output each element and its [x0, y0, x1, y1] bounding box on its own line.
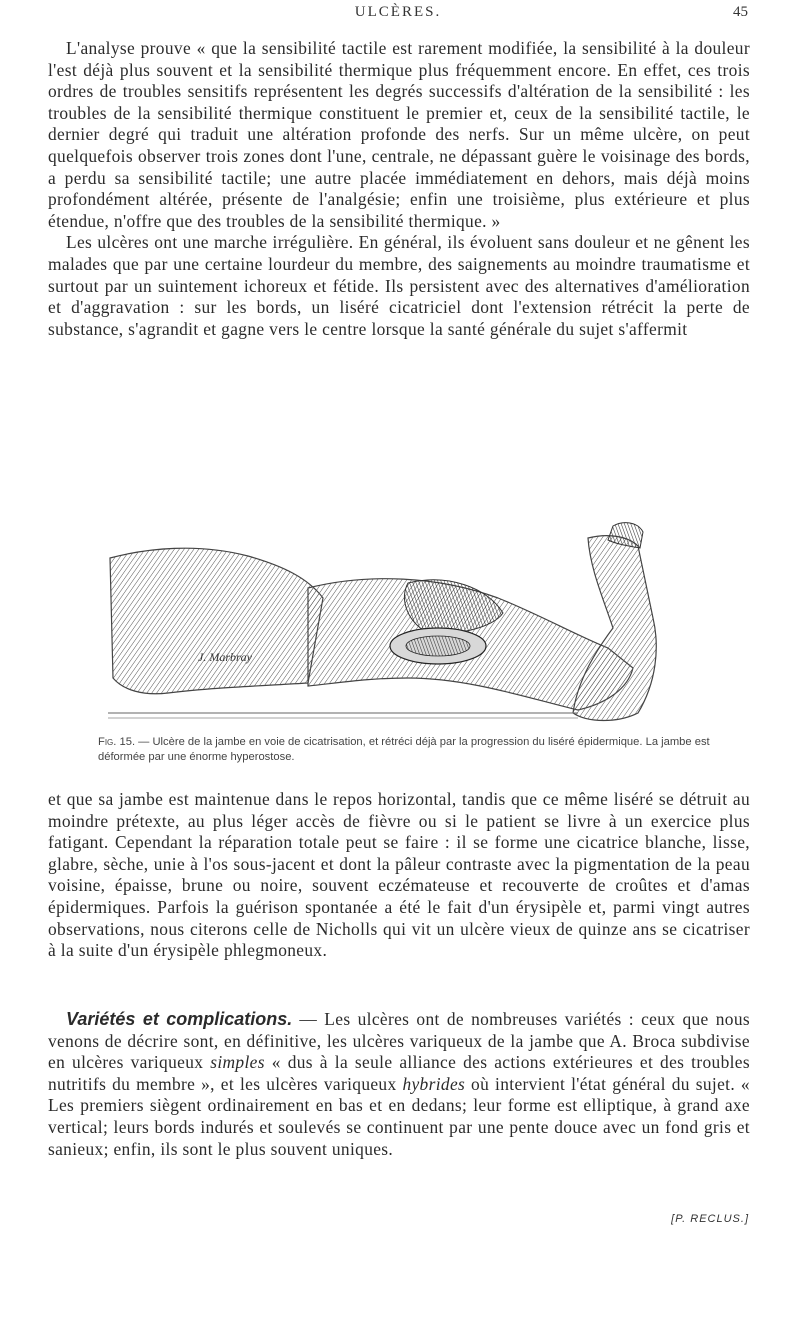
section-paragraph — [48, 1009, 750, 1160]
section-text: où intervient l'état général du sujet. « Les premiers siègent ordinairement en bas et en dedans; leur forme est elliptique, à grand axe vertical; leurs bords indurés et soulevés se continuent par une pente douce avec un fond gris et sanieux; enfin, ils sont le plus souvent uniques. — [48, 1073, 750, 1159]
figure-label: Fig. 15. — [98, 736, 136, 748]
text-block-top — [48, 38, 750, 340]
text-block-middle — [48, 789, 750, 962]
leg-illustration — [108, 518, 668, 730]
figure-caption-text: — Ulcère de la jambe en voie de cicatrisation, et rétréci déjà par la progression du liséré épidermique. La jambe est déformée par une énorme hyperostose. — [98, 736, 710, 763]
author-signature: [P. RECLUS.] — [671, 1213, 749, 1225]
text-block-section — [48, 1009, 750, 1160]
figure-caption — [98, 735, 710, 764]
section-text: « dus à la seule alliance des actions extérieures et des troubles nutritifs du membre », et les ulcères variqueux — [48, 1052, 750, 1094]
leg-engraving — [108, 518, 668, 730]
paragraph: et que sa jambe est maintenue dans le repos horizontal, tandis que ce même liséré se détruit au moindre prétexte, au plus léger accès de fièvre ou si le patient se livre à un exercice plus fatigant. Cependant la réparation totale peut se faire : il se forme une cicatrice blanche, lisse, glabre, sèche, unie à l'os sous-jacent et dont la pâleur contraste avec la pigmentation de la peau voisine, épaisse, brune ou noire, souvent eczémateuse et recouverte de croûtes et d'amas épidermiques. Parfois la guérison spontanée a été le fait d'un érysipèle et, parmi vingt autres observations, nous citerons celle de Nicholls qui vit un ulcère vieux de quinze ans se cicatriser à la suite d'un érysipèle phlegmoneux. — [48, 789, 750, 961]
paragraph: L'analyse prouve « que la sensibilité tactile est rarement modifiée, la sensibilité à la douleur l'est déjà plus souvent et la sensibilité thermique plus fréquemment encore. En effet, ces trois ordres de troubles sensitifs représentent les degrés successifs d'altération de la sensibilité : les troubles de la sensibilité thermique constituent le premier et, ceux de la sensibilité tactile, le dernier degré qui traduit une altération profonde des nerfs. Sur un même ulcère, on peut quelquefois observer trois zones dont l'une, centrale, ne dépassant guère le voisinage des bords, a perdu sa sensibilité tactile; une autre placée immédiatement en dehors, mais déjà moins profondément altérée, présente de l'analgésie; enfin une troisième, plus extérieure et plus étendue, n'offre que des troubles de la sensibilité thermique. » — [48, 38, 750, 231]
running-title: ULCÈRES. — [354, 4, 442, 20]
page-number: 45 — [733, 4, 748, 20]
section-title: Variétés et complications. — [66, 1009, 293, 1029]
section-text: — Les ulcères ont de nombreuses variétés : ceux que nous venons de décrire sont, en définitive, les ulcères variqueux de la jambe que A. Broca subdivise en ulcères variqueux — [48, 1009, 750, 1073]
page-header — [48, 4, 748, 26]
term-hybrides: hybrides — [402, 1073, 466, 1094]
paragraph: Les ulcères ont une marche irrégulière. En général, ils évoluent sans douleur et ne gênent les malades que par une certaine lourdeur du membre, des saignements au moindre traumatisme et surtout par un suintement ichoreux et fétide. Ils persistent avec des alternatives d'amélioration et d'aggravation : sur les bords, un liséré cicatriciel dont l'extension rétrécit la perte de substance, s'agrandit et gagne vers le centre lorsque la santé générale du sujet s'affermit — [48, 232, 750, 339]
engraver-signature: J. Marbray — [198, 650, 252, 664]
term-simples: simples — [210, 1052, 265, 1073]
